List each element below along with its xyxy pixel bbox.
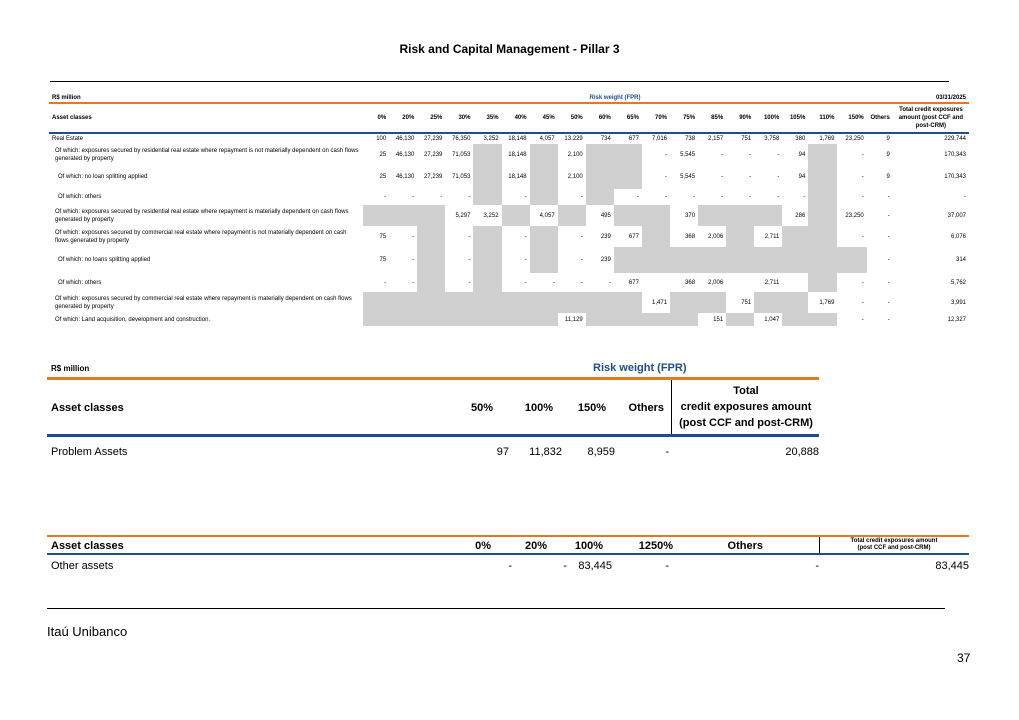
table-cell [726, 313, 754, 326]
table-cell: - [861, 299, 864, 306]
table-cell: 75 [379, 257, 387, 263]
header-rw-16: 105% [789, 115, 806, 121]
table-cell: - [777, 174, 780, 180]
table-cell [586, 292, 614, 313]
table-cell: 27,239 [424, 136, 443, 142]
table-row [49, 205, 969, 226]
table-cell [698, 247, 726, 273]
table-cell: - [636, 194, 639, 200]
table-cell: - [384, 279, 387, 286]
table-cell: 738 [685, 136, 696, 142]
header-asset-classes: Asset classes [52, 115, 92, 121]
table-cell [363, 205, 389, 226]
table-cell: - [861, 233, 864, 240]
header-50: 50% [470, 402, 493, 414]
table-cell: - [887, 212, 890, 219]
table-cell [558, 292, 586, 313]
table-cell: 9 [886, 136, 890, 142]
table-cell [754, 292, 782, 313]
table-cell: 677 [628, 279, 639, 286]
row-label: Of which: no loan splitting applied [58, 174, 148, 180]
table-cell: 13,229 [564, 136, 583, 142]
table-cell: - [749, 151, 752, 158]
header-100: 100% [574, 540, 603, 552]
header-rw-19: Others [870, 115, 890, 121]
table-cell: - [887, 299, 890, 306]
table-cell [445, 292, 473, 313]
table-cell [808, 205, 837, 226]
header-total-1: Total [733, 385, 759, 397]
header-total-2: credit exposures amount [680, 401, 812, 413]
header-rw-5: 35% [486, 115, 499, 121]
table-cell: - [777, 151, 780, 158]
table-cell [530, 292, 558, 313]
table-cell [389, 292, 417, 313]
table-cell: - [721, 174, 724, 180]
table-cell [782, 226, 808, 247]
table-cell [808, 226, 837, 247]
table-cell: - [887, 233, 890, 240]
row-label: Other assets [51, 560, 114, 572]
cell-100: 83,445 [578, 560, 612, 572]
table-cell [726, 226, 754, 247]
table-cell [642, 313, 670, 326]
table-cell: - [412, 279, 415, 286]
table-row [49, 273, 969, 292]
header-rw-10: 65% [626, 115, 639, 121]
header-others: Others [628, 402, 664, 414]
table-cell: 27,239 [424, 174, 443, 180]
header-150: 150% [577, 402, 606, 414]
table-cell: 229,744 [944, 136, 966, 142]
table-cell [473, 292, 501, 313]
table-cell: - [412, 194, 415, 200]
table-cell: 46,130 [395, 136, 415, 142]
row-label: Real Estate [52, 136, 84, 142]
header-rw-11: 70% [654, 115, 667, 121]
row-label: Problem Assets [51, 446, 128, 458]
table-cell: 2,006 [708, 233, 724, 240]
table-cell: - [803, 194, 806, 200]
table-cell: 37,007 [947, 212, 966, 219]
table-cell: - [440, 194, 443, 200]
table-cell [698, 205, 726, 226]
header-rw-18: 150% [848, 115, 864, 121]
table-cell: - [468, 233, 471, 240]
table-cell [389, 205, 417, 226]
header-total-2: (post CCF and post-CRM) [857, 545, 931, 551]
top-divider [50, 81, 949, 82]
table-cell [614, 205, 642, 226]
header-rw-4: 30% [458, 115, 471, 121]
table-cell [473, 313, 501, 326]
risk-weight-label: Risk weight (FPR) [593, 362, 687, 374]
table-cell [363, 313, 389, 326]
row-label: Of which: others [58, 279, 102, 286]
table-cell: 2,711 [764, 233, 780, 240]
header-rw-7: 45% [542, 115, 555, 121]
table-cell [502, 313, 530, 326]
table-cell [642, 247, 670, 273]
header-rw-3: 25% [430, 115, 443, 121]
problem-assets-table [47, 361, 819, 467]
table-cell [837, 247, 866, 273]
table-cell: 286 [795, 212, 806, 219]
table-cell: 71,053 [452, 174, 471, 180]
table-cell: - [468, 279, 471, 286]
table-cell: 677 [628, 136, 639, 142]
table-cell: - [412, 233, 415, 240]
table-cell: 18,148 [508, 136, 527, 142]
table-cell: 495 [600, 212, 611, 219]
table-cell [808, 247, 837, 273]
risk-weight-label: Risk weight (FPR) [589, 94, 641, 101]
table-cell: - [721, 194, 724, 200]
header-rw-12: 75% [683, 115, 696, 121]
table-cell: 751 [741, 299, 752, 306]
table-cell [642, 205, 670, 226]
table-cell: 25 [379, 174, 387, 180]
table-cell: - [693, 194, 696, 200]
table-cell [558, 205, 586, 226]
table-cell: - [749, 174, 752, 180]
table-row [49, 134, 969, 144]
table-cell: 5,762 [950, 279, 966, 286]
table-cell: - [580, 194, 583, 200]
table-cell [782, 313, 808, 326]
table-cell: 5,297 [455, 212, 471, 219]
table-cell: 9 [886, 174, 890, 180]
table-cell: - [721, 151, 724, 158]
table-cell: 46,130 [395, 174, 415, 180]
cell-0: - [508, 560, 512, 572]
table-cell: 18,148 [508, 151, 527, 158]
table-cell [586, 165, 614, 189]
cell-others: - [665, 446, 669, 458]
table-cell: - [887, 194, 890, 200]
header-0: 0% [475, 540, 491, 552]
table-cell: - [580, 279, 583, 286]
row-label: Of which: exposures secured by residential real estate where repayment is materially dependent on cash flows generated by property [55, 208, 349, 223]
table-cell [473, 165, 501, 189]
table-cell: - [861, 151, 864, 158]
table-cell [808, 273, 837, 292]
table-cell: - [861, 174, 864, 180]
table-cell: - [384, 194, 387, 200]
table-row [49, 189, 969, 205]
header-rw-9: 60% [598, 115, 611, 121]
table-header [47, 380, 819, 434]
table-cell [726, 273, 754, 292]
table-cell: 368 [685, 279, 696, 286]
table-cell: 2,100 [567, 174, 583, 180]
table-cell: 9 [886, 151, 890, 158]
header-rw-15: 100% [763, 115, 780, 121]
row-label: Of which: no loans splitting applied [58, 257, 151, 263]
table-cell [808, 144, 837, 165]
table-cell [417, 273, 445, 292]
table-cell: 23,250 [845, 136, 864, 142]
table-cell: 170,343 [944, 151, 966, 158]
table-cell [530, 226, 558, 247]
table-cell [614, 144, 642, 165]
header-total-1: Total credit exposures amount [850, 538, 938, 544]
page-title: Risk and Capital Management - Pillar 3 [399, 42, 620, 56]
table-cell [614, 313, 642, 326]
table-cell: 3,252 [483, 136, 499, 142]
table-cell: - [887, 257, 890, 263]
cell-total: 83,445 [935, 560, 969, 572]
table-cell: - [524, 257, 527, 263]
table-cell: 3,252 [483, 212, 499, 219]
table-cell: - [580, 233, 583, 240]
cell-others: - [815, 560, 819, 572]
header-1250: 1250% [638, 540, 673, 552]
table-cell [670, 247, 698, 273]
table-cell [417, 226, 445, 247]
table-cell [586, 189, 614, 205]
table-cell [808, 165, 837, 189]
header-asset-classes: Asset classes [51, 540, 124, 552]
table-cell: 2,711 [764, 279, 780, 286]
table-cell: - [665, 194, 667, 200]
table-cell: 380 [795, 136, 806, 142]
unit-label: R$ million [51, 364, 90, 373]
bottom-divider [47, 608, 945, 609]
cell-1250: - [665, 560, 669, 572]
table-cell: 75 [379, 233, 387, 240]
table-cell: - [468, 257, 471, 263]
header-asset-classes: Asset classes [51, 402, 124, 414]
header-rw-17: 110% [819, 115, 835, 121]
cell-20: - [563, 560, 567, 572]
table-cell: 3,991 [950, 299, 966, 306]
table-cell: 94 [798, 151, 806, 158]
table-cell: - [887, 316, 890, 323]
table-cell: - [861, 316, 864, 323]
header-rw-14: 90% [739, 115, 752, 121]
header-rw-8: 50% [570, 115, 583, 121]
table-cell: - [580, 257, 583, 263]
table-row [49, 292, 969, 313]
table-cell: - [608, 279, 611, 286]
table-cell: 7,016 [651, 136, 667, 142]
date-label: 03/31/2025 [935, 94, 966, 101]
table-cell: - [665, 174, 667, 180]
table-cell: 1,769 [819, 299, 835, 306]
table-cell [363, 292, 389, 313]
table-cell [502, 292, 530, 313]
table-cell [473, 144, 501, 165]
table-cell [417, 205, 445, 226]
table-cell [782, 247, 808, 273]
table-cell: - [552, 279, 555, 286]
page-number: 37 [957, 651, 971, 665]
table-cell: 239 [600, 257, 611, 263]
table-row [49, 144, 969, 165]
row-label: Of which: exposures secured by commercial real estate where repayment is not materially dependent on cash flows generated by property [55, 229, 347, 244]
table-row [49, 226, 969, 247]
table-cell: - [749, 194, 752, 200]
table-cell: - [524, 233, 527, 240]
table-cell: 2,006 [708, 279, 724, 286]
table-cell [417, 292, 445, 313]
table-cell: - [665, 151, 667, 158]
table-cell [417, 247, 445, 273]
column-divider [671, 380, 672, 434]
header-total: Total credit exposures amount (post CCF and post-CRM) [898, 107, 964, 129]
table-cell: 1,471 [651, 299, 667, 306]
header-total-3: (post CCF and post-CRM) [679, 417, 813, 429]
table-cell: 27,239 [424, 151, 443, 158]
table-cell [473, 273, 501, 292]
table-cell: 46,130 [395, 151, 415, 158]
table-header [47, 537, 969, 553]
table-cell: 18,148 [508, 174, 527, 180]
table-cell: 734 [600, 136, 611, 142]
table-cell: 239 [600, 233, 611, 240]
table-cell: 100 [376, 136, 387, 142]
table-row [47, 555, 969, 575]
table-cell: 1,047 [764, 316, 780, 323]
table-cell [445, 313, 473, 326]
table-cell [530, 189, 558, 205]
table-cell [389, 313, 417, 326]
cell-150: 8,959 [587, 446, 615, 458]
row-label: Of which: exposures secured by residential real estate where repayment is not materially dependent on cash flows generated by property [55, 147, 359, 162]
table-cell [726, 247, 754, 273]
row-label: Of which: exposures secured by commercial real estate where repayment is materially dependent on cash flows generated by property [55, 295, 352, 310]
table-cell [530, 165, 558, 189]
table-cell: 151 [713, 316, 724, 323]
table-cell [808, 189, 837, 205]
header-total [819, 538, 969, 552]
table-cell [614, 165, 642, 189]
table-cell [530, 144, 558, 165]
table-cell: 368 [685, 233, 696, 240]
table-cell: - [524, 194, 527, 200]
table-cell: 170,343 [944, 174, 966, 180]
table-cell: 2,100 [567, 151, 583, 158]
table-cell [670, 313, 698, 326]
table-cell [642, 273, 670, 292]
row-label: Of which: Land acquisition, development and construction. [55, 316, 211, 323]
table-cell: - [412, 257, 415, 263]
table-row [49, 247, 969, 273]
table-cell: 3,758 [764, 136, 780, 142]
table-cell: 11,129 [564, 316, 583, 323]
header-100: 100% [524, 402, 553, 414]
table-cell [670, 292, 698, 313]
table-cell [502, 205, 530, 226]
table-row [49, 165, 969, 189]
header-others: Others [727, 540, 763, 552]
header-rw-6: 40% [514, 115, 527, 121]
table-cell [530, 247, 558, 273]
table-cell: 370 [685, 212, 696, 219]
table-cell [808, 313, 837, 326]
table-cell: - [468, 194, 471, 200]
table-cell: 23,250 [845, 212, 864, 219]
real-estate-table [49, 93, 969, 326]
table-cell [586, 313, 614, 326]
table-cell: - [861, 194, 864, 200]
row-label: Of which: others [58, 194, 102, 200]
table-cell [473, 226, 501, 247]
header-20: 20% [524, 540, 547, 552]
table-cell: - [524, 279, 527, 286]
table-cell: 751 [741, 136, 752, 142]
table-cell [586, 144, 614, 165]
table-cell [726, 205, 754, 226]
table-cell: 5,545 [680, 151, 696, 158]
table-cell: 4,057 [539, 136, 555, 142]
table-cell: 71,053 [452, 151, 471, 158]
table-cell [754, 247, 782, 273]
table-cell: 6,076 [950, 233, 966, 240]
table-cell: 5,545 [680, 174, 696, 180]
table-cell [782, 292, 808, 313]
table-cell: - [777, 194, 780, 200]
other-assets-table [47, 535, 969, 575]
table-cell [754, 205, 782, 226]
table-cell: 1,769 [819, 136, 835, 142]
footer-brand: Itaú Unibanco [47, 624, 128, 639]
table-cell: 4,057 [539, 212, 555, 219]
table-cell: 2,157 [708, 136, 724, 142]
table-cell: 25 [379, 151, 387, 158]
header-rw-13: 85% [711, 115, 724, 121]
header-rw-1: 0% [377, 115, 387, 121]
table-cell: 76,350 [452, 136, 471, 142]
header-rw-2: 20% [402, 115, 415, 121]
table-cell [614, 292, 642, 313]
table-cell [473, 247, 501, 273]
table-row [49, 313, 969, 326]
table-cell [782, 273, 808, 292]
table-row [47, 437, 819, 467]
table-cell: 12,327 [947, 316, 966, 323]
table-cell: 677 [628, 233, 639, 240]
table-cell [614, 247, 642, 273]
table-cell [417, 313, 445, 326]
table-cell [473, 189, 501, 205]
table-cell: 314 [955, 257, 966, 263]
table-cell [642, 226, 670, 247]
table-cell: - [861, 279, 864, 286]
table-cell: - [964, 194, 966, 200]
table-cell [698, 292, 726, 313]
unit-label: R$ million [52, 94, 81, 101]
table-cell: - [887, 279, 890, 286]
cell-total: 20,888 [785, 446, 819, 458]
cell-100: 11,832 [529, 446, 562, 458]
table-cell: 94 [798, 174, 806, 180]
table-cell [530, 313, 558, 326]
cell-50: 97 [496, 446, 509, 458]
